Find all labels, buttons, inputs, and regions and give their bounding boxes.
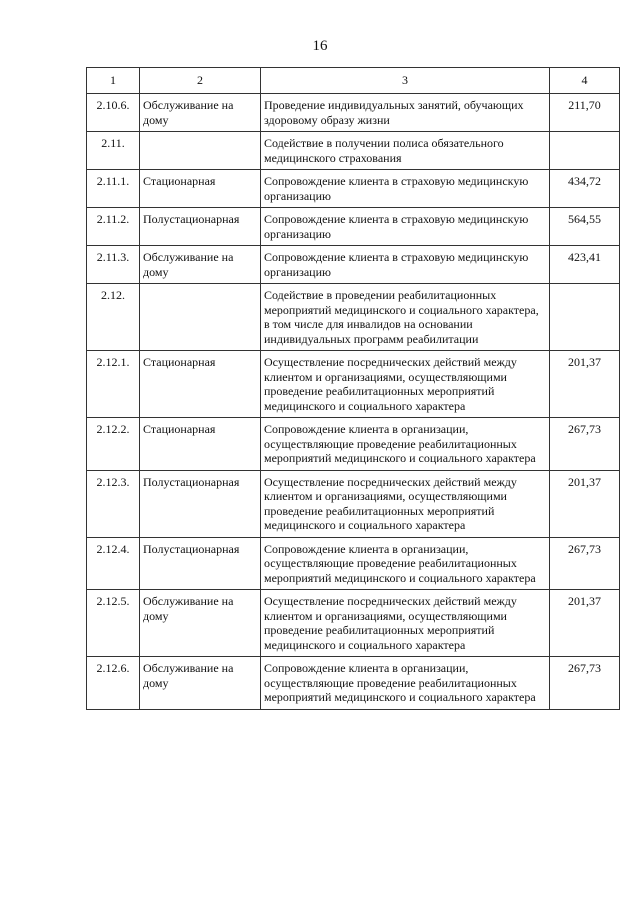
row-number: 2.12.2. (87, 418, 140, 471)
service-price: 267,73 (550, 537, 620, 590)
service-description: Содействие в получении полиса обязательного медицинского страхования (261, 132, 550, 170)
service-description: Сопровождение клиента в организации, осуществляющие проведение реабилитационных мероприятий медицинского и социального характера (261, 657, 550, 710)
service-description: Сопровождение клиента в организации, осуществляющие проведение реабилитационных мероприятий медицинского и социального характера (261, 418, 550, 471)
service-description: Осуществление посреднических действий между клиентом и организациями, осуществляющими проведение реабилитационных мероприятий медицинского и социального характера (261, 590, 550, 657)
service-form: Стационарная (140, 170, 261, 208)
table-row (87, 657, 620, 710)
service-price: 267,73 (550, 418, 620, 471)
service-description: Содействие в проведении реабилитационных мероприятий медицинского и социального характера, в том числе для инвалидов на основании индивидуальных программ реабилитации (261, 284, 550, 351)
service-description: Проведение индивидуальных занятий, обучающих здоровому образу жизни (261, 94, 550, 132)
service-description: Сопровождение клиента в организации, осуществляющие проведение реабилитационных мероприятий медицинского и социального характера (261, 537, 550, 590)
service-price: 201,37 (550, 590, 620, 657)
table-row (87, 418, 620, 471)
service-price: 267,73 (550, 657, 620, 710)
service-price: 423,41 (550, 246, 620, 284)
table-row (87, 470, 620, 537)
service-form: Полустационарная (140, 470, 261, 537)
row-number: 2.12.1. (87, 351, 140, 418)
table-row (87, 246, 620, 284)
row-number: 2.11.1. (87, 170, 140, 208)
service-form: Полустационарная (140, 208, 261, 246)
table-row (87, 590, 620, 657)
column-header-2: 2 (140, 68, 261, 94)
row-number: 2.12.6. (87, 657, 140, 710)
table-row (87, 284, 620, 351)
column-header-3: 3 (261, 68, 550, 94)
table-row (87, 132, 620, 170)
row-number: 2.12.3. (87, 470, 140, 537)
service-price: 201,37 (550, 470, 620, 537)
service-price (550, 284, 620, 351)
row-number: 2.10.6. (87, 94, 140, 132)
row-number: 2.12.5. (87, 590, 140, 657)
service-description: Сопровождение клиента в страховую медицинскую организацию (261, 246, 550, 284)
table-row (87, 170, 620, 208)
service-form: Обслуживание на дому (140, 657, 261, 710)
service-price: 564,55 (550, 208, 620, 246)
service-form: Обслуживание на дому (140, 590, 261, 657)
table-header-row (87, 68, 620, 94)
service-form (140, 284, 261, 351)
service-price: 211,70 (550, 94, 620, 132)
service-form (140, 132, 261, 170)
service-description: Осуществление посреднических действий между клиентом и организациями, осуществляющими проведение реабилитационных мероприятий медицинского и социального характера (261, 351, 550, 418)
service-form: Полустационарная (140, 537, 261, 590)
service-price: 201,37 (550, 351, 620, 418)
service-description: Сопровождение клиента в страховую медицинскую организацию (261, 208, 550, 246)
table-row (87, 537, 620, 590)
service-form: Стационарная (140, 418, 261, 471)
service-price: 434,72 (550, 170, 620, 208)
row-number: 2.12. (87, 284, 140, 351)
row-number: 2.12.4. (87, 537, 140, 590)
page-number: 16 (312, 38, 328, 54)
service-form: Стационарная (140, 351, 261, 418)
service-form: Обслуживание на дому (140, 246, 261, 284)
service-description: Сопровождение клиента в страховую медицинскую организацию (261, 170, 550, 208)
column-header-4: 4 (550, 68, 620, 94)
row-number: 2.11. (87, 132, 140, 170)
row-number: 2.11.2. (87, 208, 140, 246)
service-price (550, 132, 620, 170)
tariff-table (86, 67, 620, 710)
column-header-1: 1 (87, 68, 140, 94)
table-row (87, 208, 620, 246)
table-row (87, 351, 620, 418)
service-form: Обслуживание на дому (140, 94, 261, 132)
row-number: 2.11.3. (87, 246, 140, 284)
table-row (87, 94, 620, 132)
service-description: Осуществление посреднических действий между клиентом и организациями, осуществляющими проведение реабилитационных мероприятий медицинского и социального характера (261, 470, 550, 537)
